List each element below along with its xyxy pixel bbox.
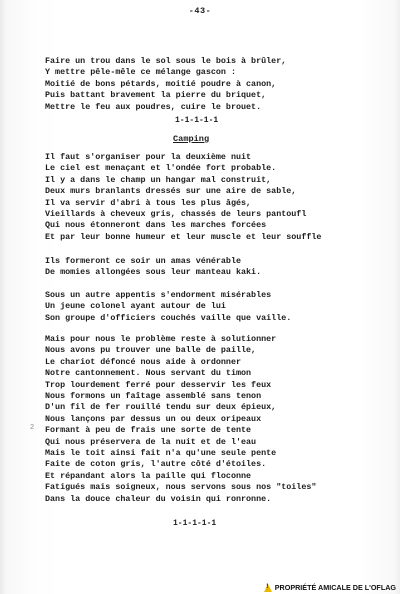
stanza-shelter [45, 152, 385, 243]
poem-line: Mais pour nous le problème reste à solutionner [45, 334, 277, 344]
poem-line: Le ciel est menaçant et l'ondée fort probable. [45, 163, 277, 174]
poem-line: Deux murs branlants dressés sur une aire de sable, [45, 186, 297, 197]
poem-line: Puis battant bravement la pierre du briquet, [45, 90, 267, 101]
stanza-colonel [45, 290, 385, 324]
poem-line: Dans la douce chaleur du voisin qui ronronne. [45, 493, 272, 504]
poem-line: Notre cantonnement. Nous servant du timon [45, 368, 252, 379]
poem-line: Son groupe d'officiers couchés vaille que vaille. [45, 312, 292, 323]
poem-line: Et répandant alors la paille qui floconne [45, 470, 252, 481]
poem-line: Fatigués mais soigneux, nous servons sous nos "toiles" [45, 482, 317, 493]
poem-line: Moitié de bons pétards, moitié poudre à canon, [45, 78, 277, 89]
stanza-tent [45, 334, 385, 505]
separator: 1-1-1-1-1 [173, 519, 217, 528]
poem-line: Y mettre pêle-mêle ce mélange gascon : [45, 67, 236, 78]
poem-line: Sous un autre appentis s'endorment misérables [45, 290, 272, 300]
poem-line: Nous avons pu trouver une balle de paille, [45, 345, 257, 356]
poem-line: Et par leur bonne humeur et leur muscle et leur souffle [45, 231, 322, 242]
poem-line: Mais le toit ainsi fait n'a qu'une seule pente [45, 448, 277, 459]
section-title: Camping [173, 134, 210, 144]
section-title-block [45, 134, 385, 145]
warning-triangle-icon [264, 584, 272, 592]
poem-line: Faire un trou dans le sol sous le bois à brûler, [45, 56, 287, 66]
stanza-mummies [45, 256, 385, 279]
poem-line: Ils formeront ce soir un amas vénérable [45, 256, 242, 266]
ownership-stamp [264, 583, 396, 592]
poem-line: Le chariot défoncé nous aide à ordonner [45, 356, 242, 367]
page-number: -43- [188, 6, 212, 16]
separator: 1-1-1-1-1 [175, 116, 219, 125]
poem-line: De momies allongées sous leur manteau kaki. [45, 267, 262, 278]
poem-line: Faite de coton gris, l'autre côté d'étoiles. [45, 459, 267, 470]
poem-line: Formant à peu de frais une sorte de tente [45, 425, 252, 436]
poem-line: Trop lourdement ferré pour desservir les feux [45, 379, 272, 390]
poem-line: Il y a dans le champ un hangar mal construit, [45, 174, 272, 185]
poem-line: D'un fil de fer rouillé tendu sur deux épieux, [45, 402, 277, 413]
stamp-text: PROPRIÉTÉ AMICALE DE L'OFLAG [274, 583, 396, 592]
poem-line: Il faut s'organiser pour la deuxième nuit [45, 152, 252, 162]
poem-line: Mettre le feu aux poudres, cuire le brouet. [45, 101, 262, 112]
poem-line: Nous formons un faîtage assemblé sans tenon [45, 391, 262, 402]
stanza-cooking [45, 56, 385, 113]
poem-line: Qui nous étonneront dans les marches forcées [45, 220, 267, 231]
poem-line: Vieillards à cheveux gris, chassés de leurs pantoufl [45, 209, 307, 220]
poem-line: Nous lançons par dessus un ou deux oripeaux [45, 413, 262, 424]
poem-line: Un jeune colonel ayant autour de lui [45, 301, 226, 312]
margin-mark: 2 [30, 424, 35, 432]
poem-line: Qui nous préservera de la nuit et de l'eau [45, 436, 257, 447]
poem-line: Il va servir d'abri à tous les plus âgés, [45, 197, 252, 208]
